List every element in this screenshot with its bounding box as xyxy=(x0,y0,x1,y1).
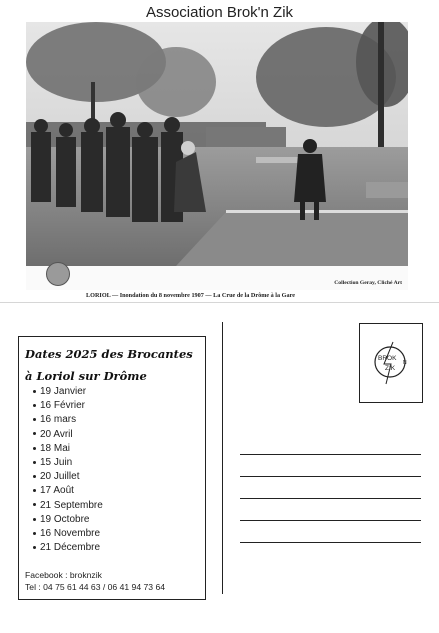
list-item: 18 Mai xyxy=(33,442,103,456)
bullet-icon xyxy=(33,404,36,407)
fold-line xyxy=(0,302,439,303)
bullet-icon xyxy=(33,489,36,492)
phone-text: Tel : 04 75 61 44 63 / 06 41 94 73 64 xyxy=(25,582,166,592)
address-line xyxy=(240,498,421,499)
photo-caption: LORIOL — Inondation du 8 novembre 1907 — La Crue de la Drôme à la Gare xyxy=(86,292,295,299)
list-item: 21 Septembre xyxy=(33,499,103,513)
address-line xyxy=(240,454,421,455)
list-item: 15 Juin xyxy=(33,456,103,470)
list-item: 21 Décembre xyxy=(33,541,103,555)
dates-title xyxy=(25,343,193,387)
address-line xyxy=(240,520,421,521)
dates-list xyxy=(33,385,103,555)
bullet-icon xyxy=(33,546,36,549)
flood-photo xyxy=(26,22,408,266)
page-title: Association Brok'n Zik xyxy=(145,4,294,21)
photo-credit: Collection Geray, Cliché Art xyxy=(334,280,402,286)
postcard-photo xyxy=(26,22,408,299)
logo-text-zik: ZIK xyxy=(385,365,396,372)
logo-text-brok: BROK xyxy=(378,355,397,362)
dates-title-line-1: Dates 2025 des Brocantes xyxy=(25,347,193,361)
list-item: 16 mars xyxy=(33,413,103,427)
bullet-icon xyxy=(33,390,36,393)
bullet-icon xyxy=(33,447,36,450)
svg-text:N: N xyxy=(403,360,407,366)
bullet-icon xyxy=(33,503,36,506)
bullet-icon xyxy=(33,475,36,478)
list-item: 16 Février xyxy=(33,399,103,413)
dates-title-line-2: à Loriol sur Drôme xyxy=(25,369,147,383)
stamp-box xyxy=(359,323,423,403)
bullet-icon xyxy=(33,432,36,435)
facebook-text: Facebook : broknzik xyxy=(25,570,102,580)
list-item: 20 Avril xyxy=(33,428,103,442)
dates-box xyxy=(18,336,206,600)
brokn-zik-logo xyxy=(360,324,422,402)
contact-info xyxy=(25,569,165,593)
bullet-icon xyxy=(33,532,36,535)
postcard-divider xyxy=(222,322,223,594)
list-item: 19 Octobre xyxy=(33,513,103,527)
bullet-icon xyxy=(33,518,36,521)
photo-stamp-mark xyxy=(46,262,70,286)
list-item: 17 Août xyxy=(33,484,103,498)
address-line xyxy=(240,476,421,477)
address-line xyxy=(240,542,421,543)
list-item: 20 Juillet xyxy=(33,470,103,484)
flood-photo-image xyxy=(26,22,408,266)
list-item: 19 Janvier xyxy=(33,385,103,399)
list-item: 16 Novembre xyxy=(33,527,103,541)
bullet-icon xyxy=(33,461,36,464)
bullet-icon xyxy=(33,418,36,421)
